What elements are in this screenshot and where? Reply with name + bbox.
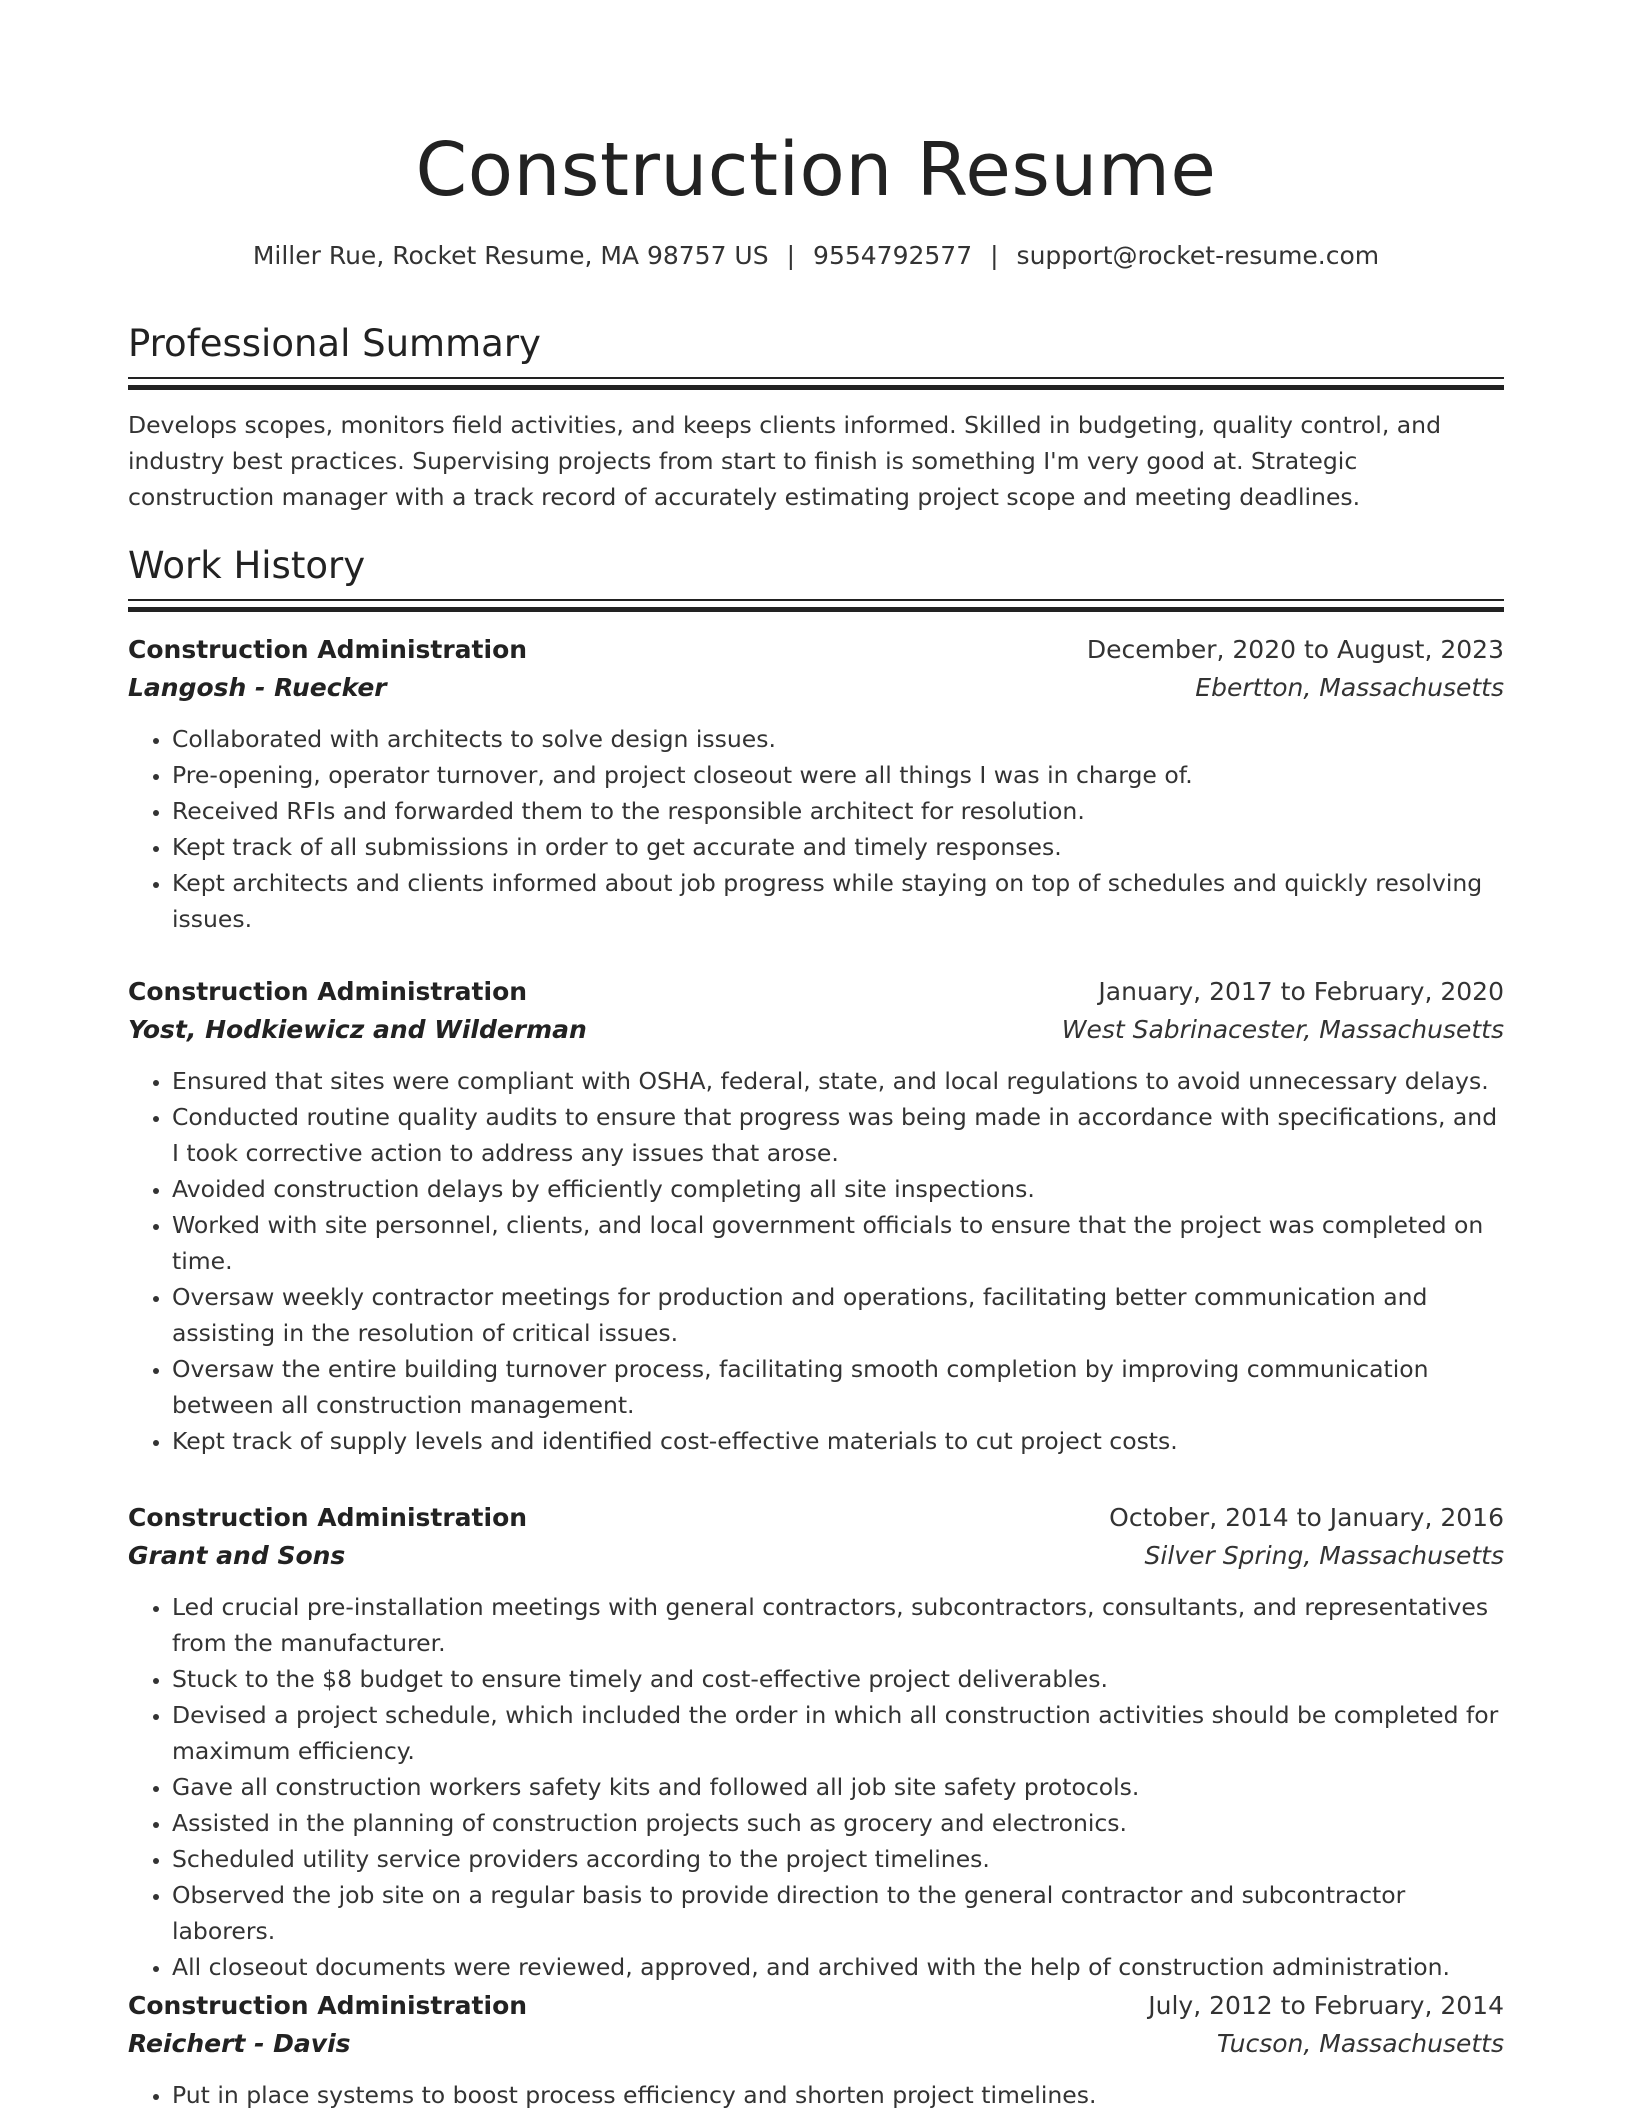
contact-line <box>128 236 1504 276</box>
summary-divider <box>128 377 1504 390</box>
contact-phone: 9554792577 <box>813 241 973 270</box>
summary-text: Develops scopes, monitors field activities, and keeps clients informed. Skilled in budgeting, quality control, and industry best practices. Supervising projects from start to finish is something I'm very good at. Strategic construction manager with a track record of accurately estimating project scope and meeting deadlines. <box>128 411 1441 511</box>
job-title: Construction Administration <box>128 977 528 1006</box>
job-bullet-list <box>128 721 1504 937</box>
job-bullet: • Kept track of supply levels and identified cost-effective materials to cut project costs. <box>172 1423 1504 1459</box>
job-entry <box>128 631 1504 937</box>
job-bullet-list <box>128 1063 1504 1459</box>
job-dates: January, 2017 to February, 2020 <box>1098 977 1504 1006</box>
job-bullet: • Led crucial pre-installation meetings with general contractors, subcontractors, consultants, and representatives from the manufacturer. <box>172 1589 1504 1661</box>
job-bullet: • Scheduled utility service providers according to the project timelines. <box>172 1841 1504 1877</box>
job-bullet: • Kept track of all submissions in order to get accurate and timely responses. <box>172 829 1504 865</box>
contact-email: support@rocket-resume.com <box>1016 241 1380 270</box>
resume-title: Construction Resume <box>415 127 1217 213</box>
job-bullet-list <box>128 1589 1504 1985</box>
job-bullet: • Conducted routine quality audits to ensure that progress was being made in accordance with specifications, and I took corrective action to address any issues that arose. <box>172 1099 1504 1171</box>
job-bullet: • Avoided construction delays by efficiently completing all site inspections. <box>172 1171 1504 1207</box>
job-title: Construction Administration <box>128 1991 528 2020</box>
job-location: West Sabrinacester, Massachusetts <box>1061 1015 1504 1044</box>
job-bullet: • Received RFIs and forwarded them to the responsible architect for resolution. <box>172 793 1504 829</box>
job-company: Grant and Sons <box>128 1541 346 1570</box>
work-history-heading: Work History <box>128 544 366 587</box>
job-bullet: • Oversaw weekly contractor meetings for production and operations, facilitating better communication and assisting in the resolution of critical issues. <box>172 1279 1504 1351</box>
job-title: Construction Administration <box>128 1503 528 1532</box>
job-bullet: • Kept architects and clients informed about job progress while staying on top of schedules and quickly resolving issues. <box>172 865 1504 937</box>
job-bullet: • Oversaw the entire building turnover process, facilitating smooth completion by improving communication between all construction management. <box>172 1351 1504 1423</box>
job-dates: October, 2014 to January, 2016 <box>1109 1503 1504 1532</box>
job-subheader-row <box>128 2025 1504 2063</box>
job-location: Tucson, Massachusetts <box>1216 2029 1504 2058</box>
job-header-row <box>128 1499 1504 1537</box>
job-dates: July, 2012 to February, 2014 <box>1148 1991 1504 2020</box>
summary-heading: Professional Summary <box>128 322 541 365</box>
job-bullet: • Collaborated with architects to solve design issues. <box>172 721 1504 757</box>
job-location: Silver Spring, Massachusetts <box>1144 1541 1504 1570</box>
job-company: Yost, Hodkiewicz and Wilderman <box>128 1015 587 1044</box>
job-location: Ebertton, Massachusetts <box>1195 673 1504 702</box>
job-subheader-row <box>128 1537 1504 1575</box>
contact-address: Miller Rue, Rocket Resume, MA 98757 US <box>252 241 769 270</box>
job-header-row <box>128 631 1504 669</box>
job-company: Reichert - Davis <box>128 2029 351 2058</box>
job-bullet: • Devised a project schedule, which included the order in which all construction activities should be completed for maximum efficiency. <box>172 1697 1504 1769</box>
job-bullet: • Gave all construction workers safety kits and followed all job site safety protocols. <box>172 1769 1504 1805</box>
job-header-row <box>128 973 1504 1011</box>
job-bullet: • Worked with site personnel, clients, and local government officials to ensure that the project was completed on time. <box>172 1207 1504 1279</box>
job-bullet: • Ensured that sites were compliant with OSHA, federal, state, and local regulations to avoid unnecessary delays. <box>172 1063 1504 1099</box>
job-bullet: • Assisted in the planning of construction projects such as grocery and electronics. <box>172 1805 1504 1841</box>
job-title: Construction Administration <box>128 635 528 664</box>
job-bullet: • Stuck to the $8 budget to ensure timely and cost-effective project deliverables. <box>172 1661 1504 1697</box>
job-entry <box>128 1987 1504 2113</box>
job-subheader-row <box>128 1011 1504 1049</box>
job-header-row <box>128 1987 1504 2025</box>
job-subheader-row <box>128 669 1504 707</box>
work-history-divider <box>128 599 1504 612</box>
job-entry <box>128 973 1504 1459</box>
job-company: Langosh - Ruecker <box>128 673 387 702</box>
contact-separator: | <box>786 241 796 270</box>
job-entry <box>128 1499 1504 1985</box>
job-bullet-list <box>128 2077 1504 2113</box>
job-bullet: • Put in place systems to boost process efficiency and shorten project timelines. <box>172 2077 1504 2113</box>
job-bullet: • Observed the job site on a regular basis to provide direction to the general contractor and subcontractor laborers. <box>172 1877 1504 1949</box>
job-bullet: • All closeout documents were reviewed, approved, and archived with the help of construction administration. <box>172 1949 1504 1985</box>
contact-separator: | <box>990 241 999 270</box>
job-dates: December, 2020 to August, 2023 <box>1086 635 1504 664</box>
job-bullet: • Pre-opening, operator turnover, and project closeout were all things I was in charge of. <box>172 757 1504 793</box>
